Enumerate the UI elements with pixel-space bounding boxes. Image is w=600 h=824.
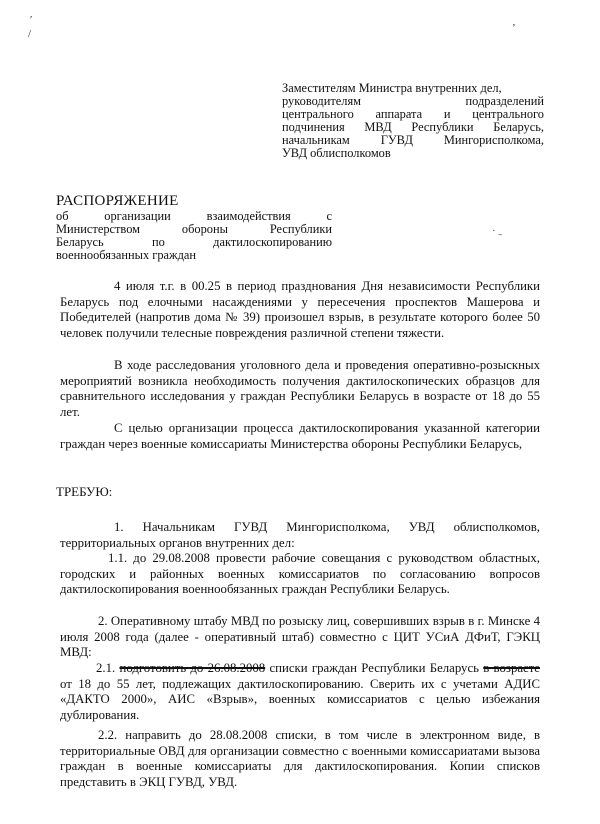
addressee-line: Заместителям Министра внутренних дел,: [282, 81, 502, 95]
addressee-line: руководителям подразделений: [282, 94, 544, 108]
subject-line: об организации взаимодействия с: [56, 209, 332, 223]
addressee-line: подчинения МВД Республики Беларусь,: [282, 120, 544, 134]
paragraph-investigation: В ходе расследования уголовного дела и проведения оперативно-розыскных мероприятий возникла необходимость получения дактилоскопических образцов для сравнительного исследования у граждан Республики Беларусь в возрасте от 18 до 55 лет.: [60, 358, 540, 419]
scan-mark-top-left: ʹ: [30, 14, 33, 26]
item-2-1-number: 2.1.: [96, 661, 116, 675]
item-2-1: [60, 661, 540, 723]
paragraph-purpose: С целью организации процесса дактилоскопирования указанной категории граждан через военные комиссариаты Министерства обороны Республики Беларусь,: [60, 421, 540, 451]
subject-line: Министерством обороны Республики: [56, 222, 332, 236]
item-2-1-rest: от 18 до 55 лет, подлежащих дактилоскопированию. Сверить их с учетами АДИС «ДАКТО 2000», АИС «Взрыв», военных комиссариатов с целью избежания дублирования.: [60, 676, 540, 722]
item-2-1-struck-deadline: подготовить до 26.08.2008: [119, 661, 266, 675]
addressee-line: начальникам ГУВД Мингорисполкома,: [282, 133, 544, 147]
addressee-line: УВД облисполкомов: [282, 146, 391, 160]
addressee-line: центрального аппарата и центрального: [282, 107, 544, 121]
document-title: РАСПОРЯЖЕНИЕ: [56, 193, 179, 209]
paragraph-incident: 4 июля т.г. в 00.25 в период празднования Дня независимости Республики Беларусь под елочными насаждениями у пересечения проспектов Машерова и Победителей (напротив дома № 39) произошел взрыв, в результате которого более 50 человек получили телесные повреждения различной степени тяжести.: [60, 279, 540, 340]
document-subject: [56, 210, 332, 262]
subject-line: военнообязанных граждан: [56, 248, 197, 262]
subject-line: Беларусь по дактилоскопированию: [56, 235, 332, 249]
item-2-2: 2.2. направить до 28.08.2008 списки, в том числе в электронном виде, в территориальные ОВД для организации совместно с военными комиссариатами вызова граждан в военные комиссариаты для дактилоскопирования. Копии списков представить в ЭКЦ ГУВД, УВД.: [60, 728, 540, 789]
item-2-1-struck-age: в возрасте: [483, 661, 540, 675]
scan-mark-right: ˙ ˗: [492, 228, 503, 240]
addressee-block: [282, 82, 544, 160]
demand-heading: ТРЕБУЮ:: [56, 484, 113, 499]
scan-mark-top-right: ʼ: [512, 22, 516, 34]
scan-mark-slash: /: [28, 28, 32, 40]
item-2-1-text: списки граждан Республики Беларусь: [269, 661, 479, 675]
item-1-1: 1.1. до 29.08.2008 провести рабочие совещания с руководством областных, городских и районных военных комиссариатов по согласованию вопросов дактилоскопирования военнообязанных граждан Республики Беларусь.: [60, 551, 540, 597]
item-1: 1. Начальникам ГУВД Мингорисполкома, УВД облисполкомов, территориальных органов внутренних дел:: [60, 520, 540, 550]
item-2: 2. Оперативному штабу МВД по розыску лиц, совершивших взрыв в г. Минске 4 июля 2008 года (далее - оперативный штаб) совместно с ЦИТ УСиА ДФиТ, ГЭКЦ МВД:: [60, 614, 540, 660]
